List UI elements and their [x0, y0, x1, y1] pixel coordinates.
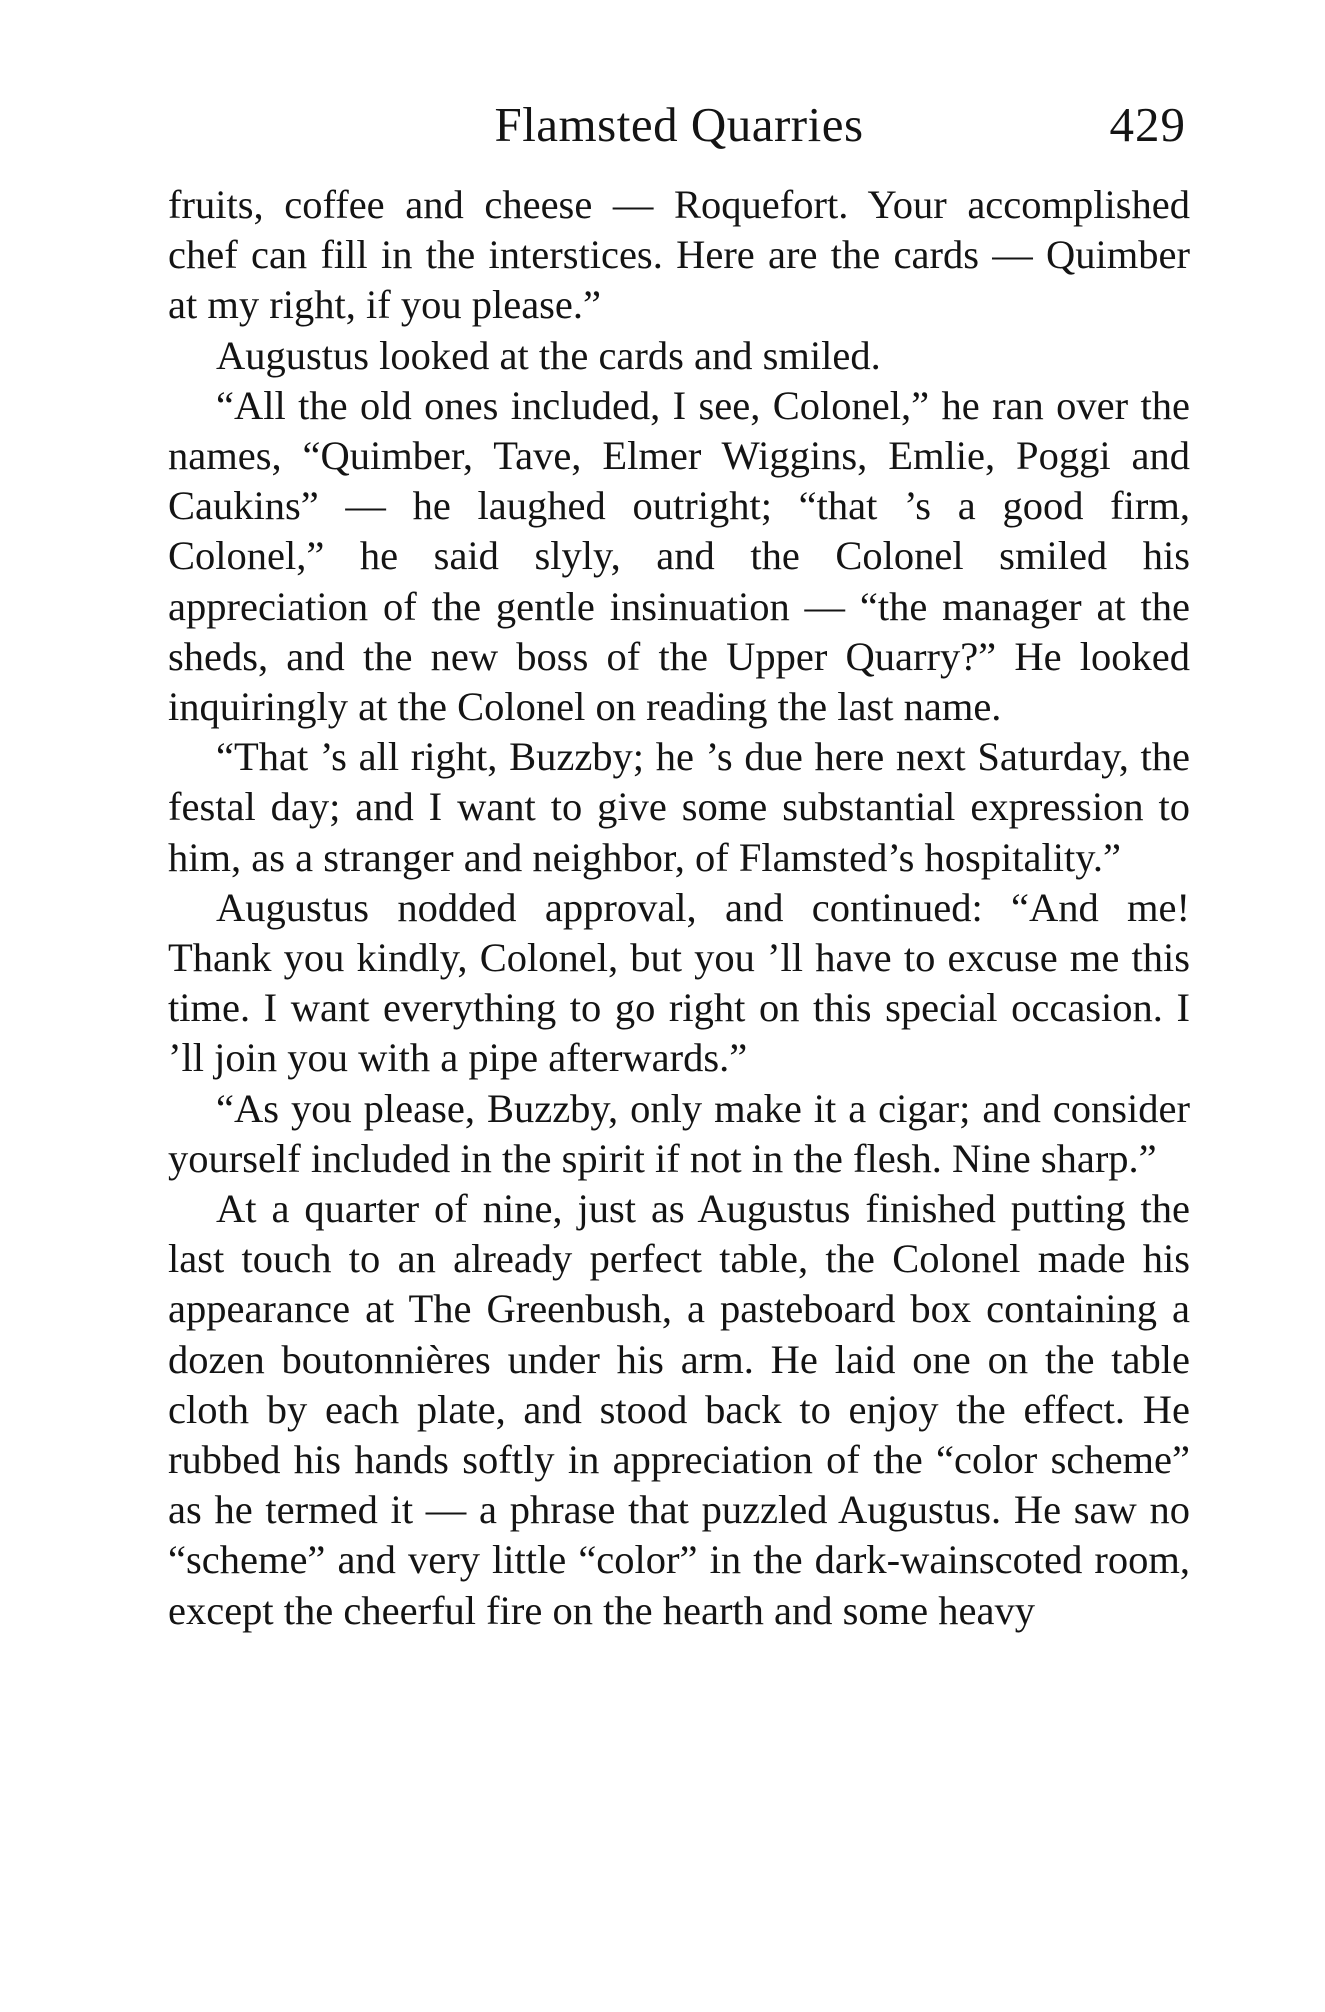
book-page: [168, 96, 1190, 1636]
paragraph-continued: fruits, coffee and cheese — Roquefort. Your accomplished chef can fill in the interstices. Here are the cards — Quimber at my right, if you please.”: [168, 182, 1190, 328]
body-text: [168, 180, 1190, 1636]
paragraph: “That ’s all right, Buzzby; he ’s due here next Saturday, the festal day; and I want to give some substantial expression to him, as a stranger and neighbor, of Flamsted’s hospitality.”: [168, 734, 1190, 880]
page-number: 429: [1109, 97, 1186, 152]
paragraph: At a quarter of nine, just as Augustus finished putting the last touch to an already perfect table, the Colonel made his appearance at The Greenbush, a pasteboard box containing a dozen boutonnières under his arm. He laid one on the table cloth by each plate, and stood back to enjoy the effect. He rubbed his hands softly in appreciation of the “color scheme” as he termed it — a phrase that puzzled Augustus. He saw no “scheme” and very little “color” in the dark-wainscoted room, except the cheerful fire on the hearth and some heavy: [168, 1186, 1190, 1633]
running-head: [168, 96, 1190, 166]
paragraph: “All the old ones included, I see, Colonel,” he ran over the names, “Quimber, Tave, Elmer Wiggins, Emlie, Poggi and Caukins” — he laughed outright; “that ’s a good firm, Colonel,” he said slyly, and the Colonel smiled his appreciation of the gentle insinuation — “the manager at the sheds, and the new boss of the Upper Quarry?” He looked inquiringly at the Colonel on reading the last name.: [168, 382, 1190, 730]
paragraph: “As you please, Buzzby, only make it a cigar; and consider yourself included in the spirit if not in the flesh. Nine sharp.”: [168, 1085, 1190, 1181]
paragraph: Augustus looked at the cards and smiled.: [216, 332, 881, 378]
running-title: Flamsted Quarries: [494, 97, 864, 152]
paragraph: Augustus nodded approval, and continued: “And me! Thank you kindly, Colonel, but you ’ll have to excuse me this time. I want everything to go right on this special occasion. I ’ll join you with a pipe afterwards.”: [168, 884, 1190, 1081]
